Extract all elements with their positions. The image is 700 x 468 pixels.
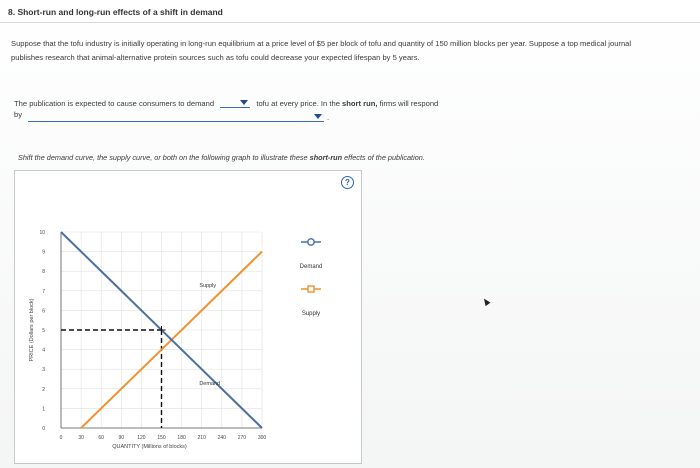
y-tick-label: 1 xyxy=(42,406,45,413)
legend-supply-marker-icon[interactable] xyxy=(308,286,314,292)
y-tick-label: 3 xyxy=(42,367,45,374)
y-tick-label: 6 xyxy=(42,308,45,315)
x-tick-label: 90 xyxy=(118,435,125,441)
demand-curve-label: Demand xyxy=(199,380,221,387)
x-tick-label: 150 xyxy=(157,435,166,441)
y-tick-label: 9 xyxy=(42,249,45,256)
y-tick-label: 5 xyxy=(42,328,45,334)
prompt-before: The publication is expected to cause consumers to demand xyxy=(14,99,215,108)
x-tick-label: 30 xyxy=(78,435,84,441)
x-tick-label: 60 xyxy=(98,435,104,441)
x-tick-label: 270 xyxy=(237,435,247,441)
instruction-bold: short-run xyxy=(309,153,343,162)
by-label: by xyxy=(14,110,23,119)
y-tick-label: 0 xyxy=(42,426,45,432)
instruction-before: Shift the demand curve, the supply curve, or both on the following graph to illustrate these xyxy=(18,153,308,162)
x-tick-label: 0 xyxy=(59,435,63,441)
supply-curve-label: Supply xyxy=(199,282,217,289)
y-axis-label: PRICE (Dollars per block) xyxy=(29,298,35,362)
y-tick-label: 7 xyxy=(42,288,45,295)
legend-demand-marker-icon[interactable] xyxy=(308,239,314,245)
y-tick-label: 10 xyxy=(39,230,45,236)
instruction-after: effects of the publication. xyxy=(344,153,425,162)
question-intro: Suppose that the tofu industry is initially operating in long-run equilibrium at a price level of $5 per block of tofu and quantity of 150 million blocks per year. Suppose a top medical journal publishes research that animal-alternative protein sources such as tofu could decrease your expected lifespan by 5 years. xyxy=(11,39,632,62)
x-axis-label: QUANTITY (Millions of blocks) xyxy=(112,444,187,450)
prompt-end: firms will respond xyxy=(379,99,439,108)
help-icon[interactable]: ? xyxy=(341,176,354,189)
prompt-bold: short run, xyxy=(342,99,378,108)
legend-label: Demand xyxy=(299,264,323,270)
y-tick-label: 4 xyxy=(42,347,45,354)
legend-label: Supply xyxy=(301,311,321,317)
x-tick-label: 240 xyxy=(217,435,226,441)
y-tick-label: 8 xyxy=(42,269,45,276)
x-tick-label: 300 xyxy=(257,435,267,441)
x-tick-label: 120 xyxy=(137,435,146,441)
x-tick-label: 180 xyxy=(177,435,186,441)
sentence-period: . xyxy=(327,113,330,122)
prompt-after: tofu at every price. In the xyxy=(256,99,340,108)
y-tick-label: 2 xyxy=(42,386,45,393)
question-title: 8. Short-run and long-run effects of a shift in demand xyxy=(8,7,223,17)
x-tick-label: 210 xyxy=(197,435,206,441)
